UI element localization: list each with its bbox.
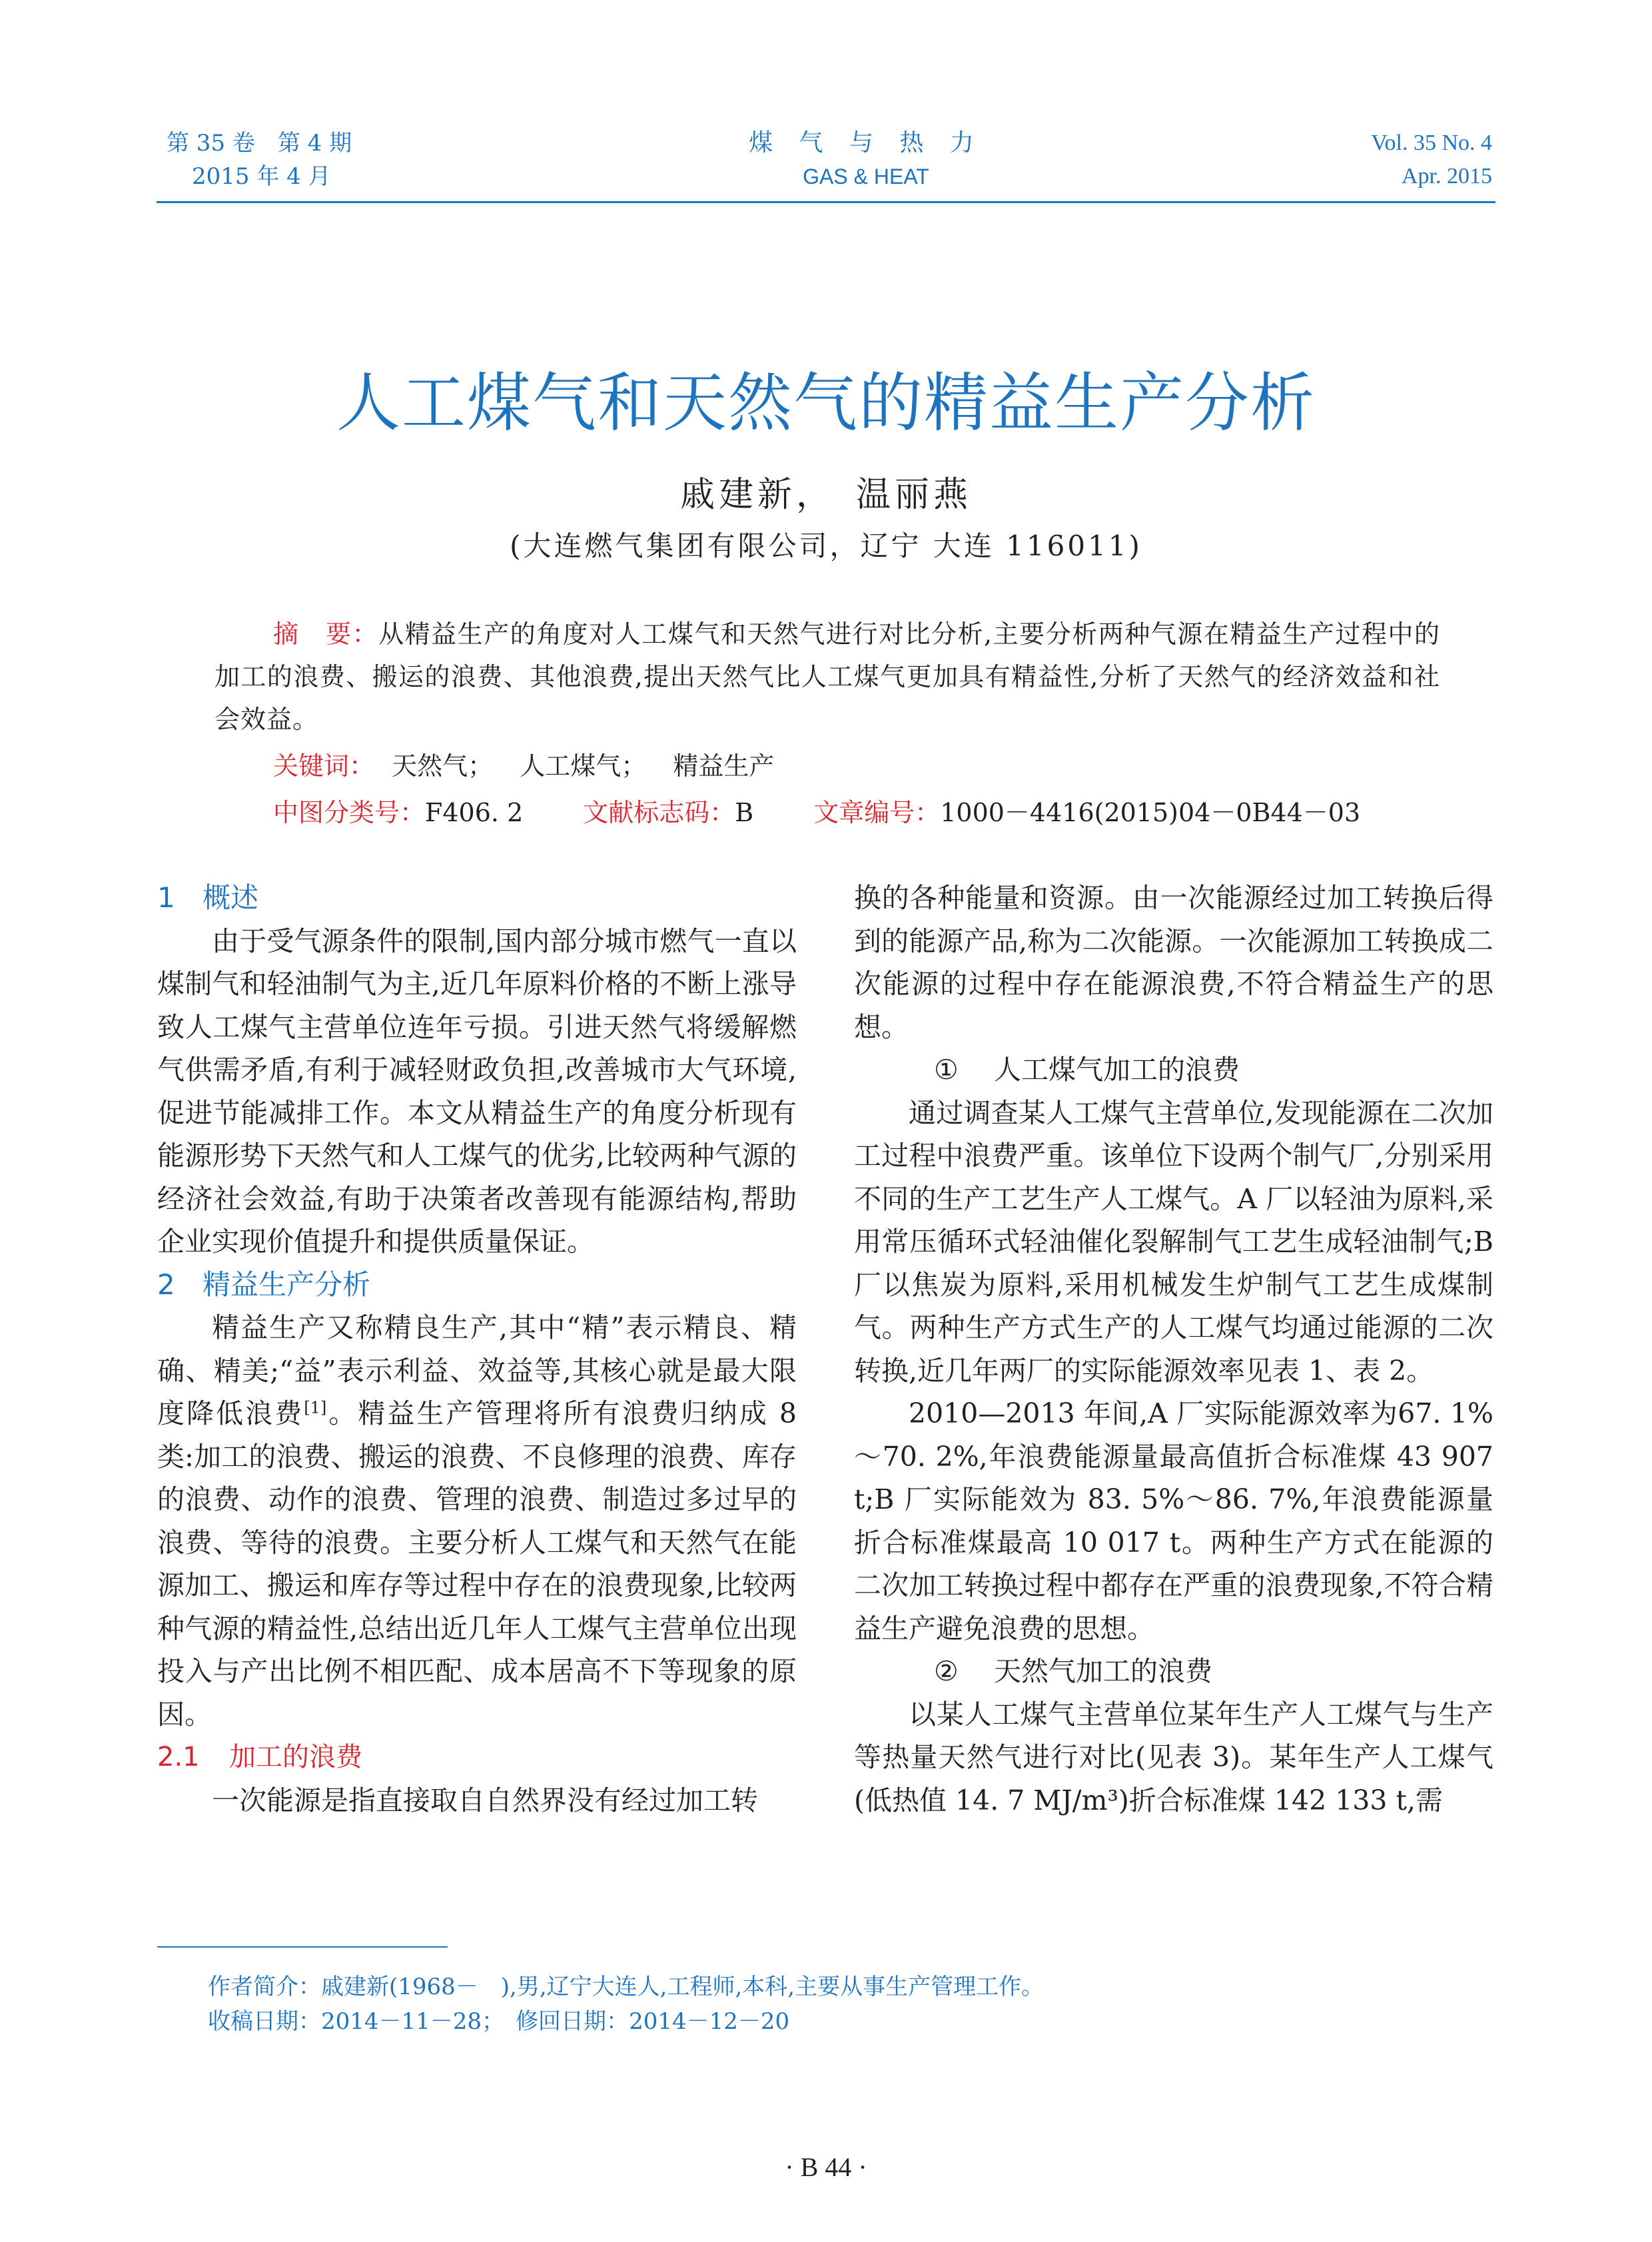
section-1-heading bbox=[157, 877, 797, 920]
header-divider bbox=[157, 201, 1495, 203]
footnote-divider bbox=[157, 1946, 448, 1948]
paragraph: 通过调查某人工煤气主营单位,发现能源在二次加工过程中浪费严重。该单位下设两个制气厂,分别采用不同的生产工艺生产人工煤气。A 厂以轻油为原料,采用常压循环式轻油催化裂解制气工艺生成轻油制气;B 厂以焦炭为原料,采用机械发生炉制气工艺生成煤制气。两种生产方式生产的人工煤气均通过能源的二次转换,近几年两厂的实际能源效率见表 1、表 2。 bbox=[854, 1096, 1493, 1387]
doc-code-value: B bbox=[735, 798, 754, 827]
paragraph: 以某人工煤气主营单位某年生产人工煤气与生产等热量天然气进行对比(见表 3)。某年生产人工煤气(低热值 14. 7 MJ/m³)折合标准煤 142 133 t,需 bbox=[854, 1698, 1493, 1816]
header-date-cn: 2015 年 4 月 bbox=[192, 163, 331, 190]
section-title: 概述 bbox=[203, 881, 259, 914]
footnote-dates bbox=[208, 2005, 1473, 2038]
keywords-label: 关键词： bbox=[273, 751, 375, 781]
article-title: 人工煤气和天然气的精益生产分析 bbox=[336, 366, 1316, 440]
section-number: 2 bbox=[157, 1268, 175, 1301]
list-item-heading bbox=[854, 1650, 1493, 1693]
journal-title-cn: 煤 气 与 热 力 bbox=[749, 129, 983, 157]
section-number: 1 bbox=[157, 881, 175, 914]
list-item-title: 人工煤气加工的浪费 bbox=[994, 1054, 1240, 1086]
paragraph: 由于受气源条件的限制,国内部分城市燃气一直以煤制气和轻油制气为主,近几年原料价格的不断上涨导致人工煤气主营单位连年亏损。引进天然气将缓解燃气供需矛盾,有利于减轻财政负担,改善城市大气环境,促进节能减排工作。本文从精益生产的角度分析现有能源形势下天然气和人工煤气的优劣,比较两种气源的经济社会效益,有助于决策者改善现有能源结构,帮助企业实现价值提升和提供质量保证。 bbox=[157, 925, 797, 1258]
subsection-2-1-heading bbox=[157, 1736, 797, 1779]
section-title: 精益生产分析 bbox=[203, 1268, 371, 1301]
journal-title-en: GAS & HEAT bbox=[803, 165, 929, 188]
keyword-item: 天然气； bbox=[392, 751, 494, 781]
article-no-label: 文章编号： bbox=[813, 798, 941, 827]
footnote-author bbox=[208, 1970, 1473, 2004]
abstract bbox=[214, 613, 1440, 741]
list-marker: ② bbox=[934, 1655, 959, 1687]
article-no-value: 1000－4416(2015)04－0B44－03 bbox=[940, 798, 1361, 827]
subsection-number: 2.1 bbox=[157, 1742, 200, 1772]
subsection-title: 加工的浪费 bbox=[229, 1742, 362, 1772]
received-value: 2014－11－28； bbox=[321, 2008, 494, 2035]
page-number: · B 44 · bbox=[785, 2152, 867, 2182]
paragraph: 2010—2013 年间,A 厂实际能源效率为67. 1%～70. 2%,年浪费能源量最高值折合标准煤 43 907 t;B 厂实际能效为 83. 5%～86. 7%,年浪费能源量折合标准煤最高 10 017 t。两种生产方式在能源的二次加工转换过程中都存在严重的浪费现象,不符合精益生产避免浪费的思想。 bbox=[854, 1397, 1493, 1645]
body-column-left bbox=[157, 877, 797, 1822]
list-marker: ① bbox=[934, 1054, 959, 1086]
footnote-author-text: 戚建新(1968－ ),男,辽宁大连人,工程师,本科,主要从事生产管理工作。 bbox=[321, 1974, 1044, 2000]
header-journal-block bbox=[693, 127, 1039, 206]
header-date-en: Apr. 2015 bbox=[1402, 164, 1492, 188]
paragraph-continued: 换的各种能量和资源。由一次能源经过加工转换后得到的能源产品,称为二次能源。一次能源加工转换成二次能源的过程中存在能源浪费,不符合精益生产的思想。 bbox=[854, 882, 1493, 1043]
citation-ref[interactable]: [1] bbox=[304, 1398, 327, 1417]
paragraph: 一次能源是指直接取自自然界没有经过加工转 bbox=[212, 1784, 758, 1816]
clc-value: F406. 2 bbox=[425, 798, 524, 827]
clc-label: 中图分类号： bbox=[273, 798, 426, 827]
footnote-author-label: 作者简介： bbox=[208, 1974, 321, 2000]
section-2-heading bbox=[157, 1264, 797, 1307]
abstract-text: 从精益生产的角度对人工煤气和天然气进行对比分析,主要分析两种气源在精益生产过程中的加工的浪费、搬运的浪费、其他浪费,提出天然气比人工煤气更加具有精益性,分析了天然气的经济效益和社会效益。 bbox=[214, 619, 1440, 734]
received-label: 收稿日期： bbox=[208, 2008, 321, 2035]
revised-label: 修回日期： bbox=[516, 2008, 629, 2035]
classification-line bbox=[273, 791, 1446, 834]
header-volume-issue-en: Vol. 35 No. 4 bbox=[1371, 131, 1492, 155]
article-authors: 戚建新， 温丽燕 bbox=[679, 475, 972, 515]
doc-code-label: 文献标志码： bbox=[583, 798, 735, 827]
keyword-item: 人工煤气； bbox=[520, 751, 647, 781]
abstract-label: 摘 要： bbox=[273, 619, 379, 649]
keywords bbox=[273, 745, 783, 787]
paragraph: 精益生产又称精良生产,其中“精”表示精良、精确、精美;“益”表示利益、效益等,其核心就是最大限度降低浪费[1]。精益生产管理将所有浪费归纳成 8 类:加工的浪费、搬运的浪费、不良修理的浪费、库存的浪费、动作的浪费、管理的浪费、制造过多过早的浪费、等待的浪费。主要分析人工煤气和天然气在能源加工、搬运和库存等过程中存在的浪费现象,比较两种气源的精益性,总结出近几年人工煤气主营单位出现投入与产出比例不相匹配、成本居高不下等现象的原因。 bbox=[157, 1311, 797, 1730]
header-volume-issue: 第 35 卷 第 4 期 bbox=[167, 130, 352, 157]
article-affiliation: (大连燃气集团有限公司，辽宁 大连 116011) bbox=[510, 530, 1142, 562]
revised-value: 2014－12－20 bbox=[629, 2008, 790, 2035]
list-item-title: 天然气加工的浪费 bbox=[994, 1655, 1212, 1687]
list-item-heading bbox=[854, 1048, 1493, 1092]
header-volume-block bbox=[167, 127, 433, 206]
header-volume-en-block bbox=[1252, 127, 1492, 206]
body-column-right bbox=[854, 877, 1493, 1822]
keyword-item: 精益生产 bbox=[673, 751, 775, 781]
